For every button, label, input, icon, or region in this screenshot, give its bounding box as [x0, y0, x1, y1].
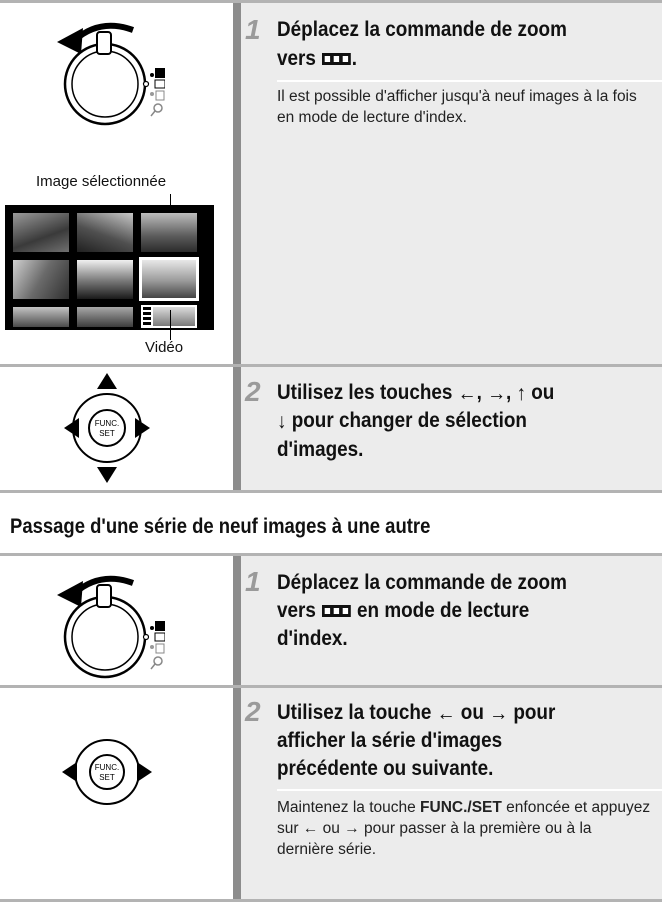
index-icon	[321, 603, 352, 619]
right-arrow-icon: →	[489, 701, 509, 725]
zoom-lever-icon	[45, 565, 165, 685]
left-arrow-icon: ←	[457, 381, 477, 405]
step-number: 2	[245, 376, 261, 407]
divider	[277, 80, 662, 82]
index-icon	[321, 51, 352, 67]
row-rule	[0, 490, 662, 493]
label-selected-image: Image sélectionnée	[36, 173, 167, 190]
step-band-1	[233, 3, 241, 364]
thumbnail	[13, 307, 69, 327]
step-title-line: Déplacez la commande de zoom	[277, 571, 567, 594]
down-arrow-icon: ↓	[277, 409, 287, 433]
zoom-lever-icon	[45, 12, 165, 132]
step-title-line: d'images.	[277, 438, 364, 461]
divider	[277, 789, 662, 791]
step-number: 2	[245, 696, 261, 727]
thumbnail	[141, 213, 197, 252]
thumbnail	[77, 213, 133, 252]
left-arrow-icon: ←	[436, 701, 456, 725]
thumbnail-video	[141, 305, 197, 328]
thumbnail	[77, 260, 133, 299]
step-title-line: précédente ou suivante.	[277, 757, 494, 780]
section-heading: Passage d'une série de neuf images à une autre	[10, 515, 431, 538]
func-label: FUNC.	[94, 763, 120, 772]
func-label: FUNC.	[94, 419, 120, 428]
label-video: Vidéo	[145, 339, 184, 356]
step-title-line: d'index.	[277, 627, 348, 650]
up-arrow-icon: ↑	[516, 381, 526, 405]
callout-line-video	[170, 310, 171, 340]
set-label: SET	[99, 429, 115, 438]
thumbnail	[13, 213, 69, 252]
step-band-2	[233, 367, 241, 490]
step-title-line: afficher la série d'images	[277, 729, 503, 752]
set-label: SET	[99, 773, 115, 782]
right-arrow-icon: →	[487, 381, 506, 405]
four-way-dial-icon	[64, 373, 150, 483]
step-title-line: Déplacez la commande de zoom	[277, 18, 567, 41]
thumbnail-selected	[139, 257, 199, 301]
step-title-line: Utilisez la touche ← ou → pour	[277, 701, 556, 725]
step-title-line: ↓ pour changer de sélection	[277, 409, 527, 433]
step-number: 1	[245, 566, 261, 597]
thumbnail	[13, 260, 69, 299]
step-band-4	[233, 688, 241, 899]
right-arrow-icon: →	[344, 820, 360, 837]
step-title-line: vers .	[277, 47, 358, 70]
left-arrow-icon: ←	[302, 820, 319, 837]
step-band-3	[233, 556, 241, 685]
bottom-rule	[0, 899, 662, 902]
step-title-line: Utilisez les touches ←, →, ↑ ou	[277, 381, 555, 405]
index-display	[5, 205, 214, 330]
step-title-line: vers en mode de lecture	[277, 599, 530, 622]
left-right-dial-icon	[62, 734, 152, 810]
step-body: Maintenez la touche FUNC./SET enfoncée et appuyez sur ← ou → pour passer à la première ou à la dernière série.	[277, 799, 651, 858]
thumbnail	[77, 307, 133, 327]
step-number: 1	[245, 14, 261, 45]
step-body: Il est possible d'afficher jusqu'à neuf images à la fois en mode de lecture d'index.	[277, 88, 637, 126]
